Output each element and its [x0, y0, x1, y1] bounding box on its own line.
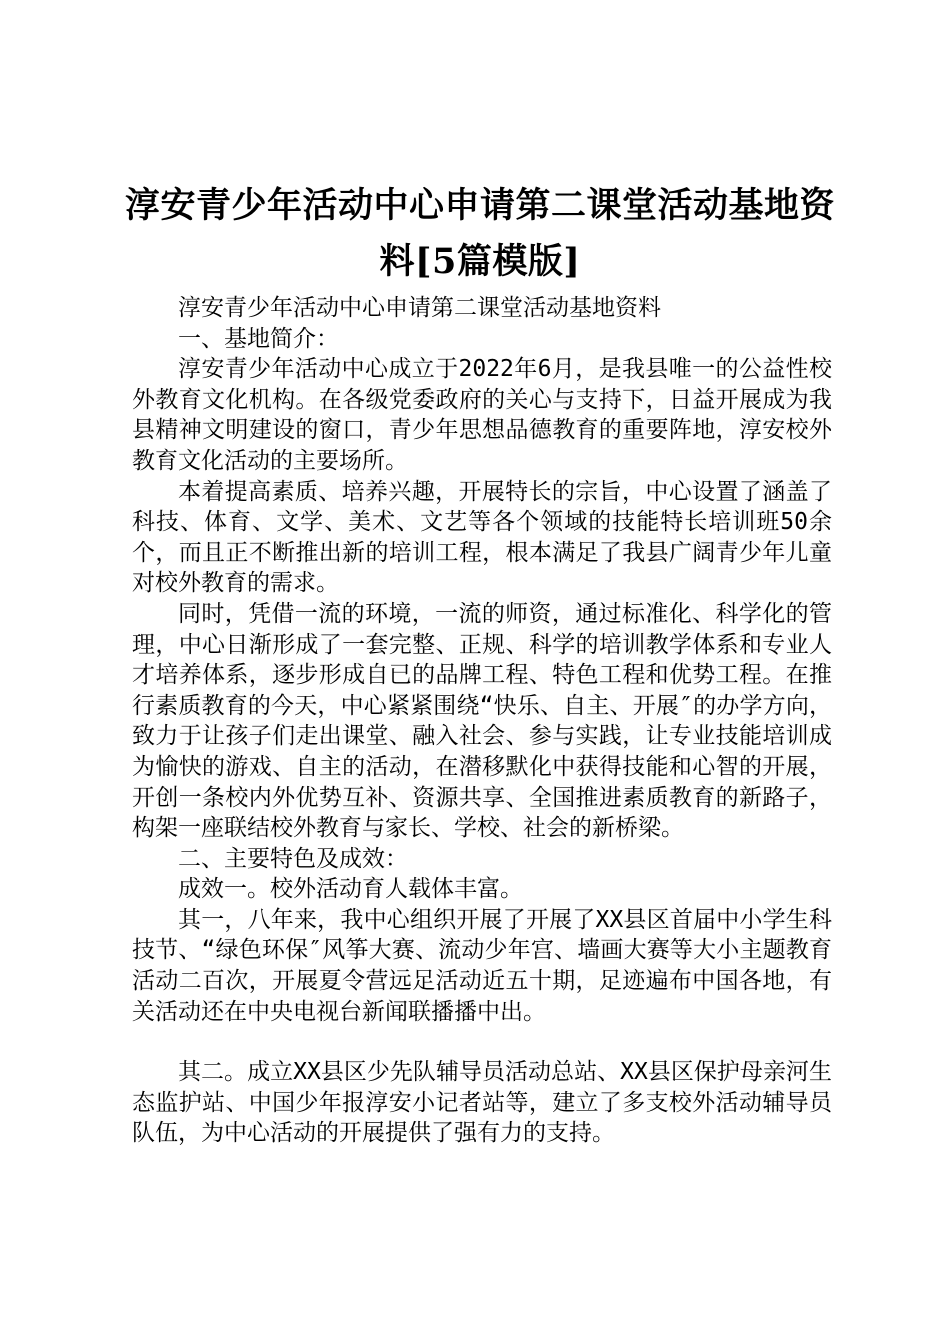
document-title: [120, 178, 840, 290]
paragraph-heading-features: 二、主要特色及成效：: [178, 845, 408, 872]
paragraph-intro: 淳安青少年活动中心成立于2022年6月，是我县唯一的公益性校外教育文化机构。在各级党委政府的关心与支持下，日益开展成为我县精神文明建设的窗口，青少年思想品德教育的重要阵地，淳安校外教育文化活动的主要场所。: [132, 356, 832, 474]
paragraph-item-two: 其二。成立XX县区少先队辅导员活动总站、XX县区保护母亲河生态监护站、中国少年报淳安小记者站等，建立了多支校外活动辅导员队伍，为中心活动的开展提供了强有力的支持。: [132, 1059, 832, 1147]
paragraph-purpose: 本着提高素质、培养兴趣，开展特长的宗旨，中心设置了涵盖了科技、体育、文学、美术、文艺等各个领域的技能特长培训班50余个，而且正不断推出新的培训工程，根本满足了我县广阔青少年儿童对校外教育的需求。: [132, 478, 832, 597]
paragraph-heading-intro: 一、基地简介：: [178, 325, 339, 352]
title-line-2: 料[5篇模版]: [379, 241, 581, 282]
paragraph-item-one: 其一，八年来，我中心组织开展了开展了XX县区首届中小学生科技节、“绿色环保″风筝大赛、流动少年宫、墙画大赛等大小主题教育活动二百次，开展夏令营远足活动近五十期，足迹遍布中国各地，有关活动还在中央电视台新闻联播播中出。: [132, 906, 832, 1025]
title-line-1: 淳安青少年活动中心申请第二课堂活动基地资: [124, 185, 835, 226]
paragraph-gap: [132, 1027, 832, 1057]
paragraph-result-one: 成效一。校外活动育人载体丰富。: [178, 876, 523, 903]
paragraph-subtitle: 淳安青少年活动中心申请第二课堂活动基地资料: [178, 295, 661, 321]
paragraph-management: 同时，凭借一流的环境，一流的师资，通过标准化、科学化的管理，中心日渐形成了一套完整、正规、科学的培训教学体系和专业人才培养体系，逐步形成自已的品牌工程、特色工程和优势工程。在推行素质教育的今天，中心紧紧围绕“快乐、自主、开展″的办学方向，致力于让孩子们走出课堂、融入社会、参与实践，让专业技能培训成为愉快的游戏、自主的活动，在潜移默化中获得技能和心智的开展，开创一条校内外优势互补、资源共享、全国推进素质教育的新路子，构架一座联结校外教育与家长、学校、社会的新桥梁。: [132, 600, 832, 842]
document-body: [132, 293, 832, 1149]
